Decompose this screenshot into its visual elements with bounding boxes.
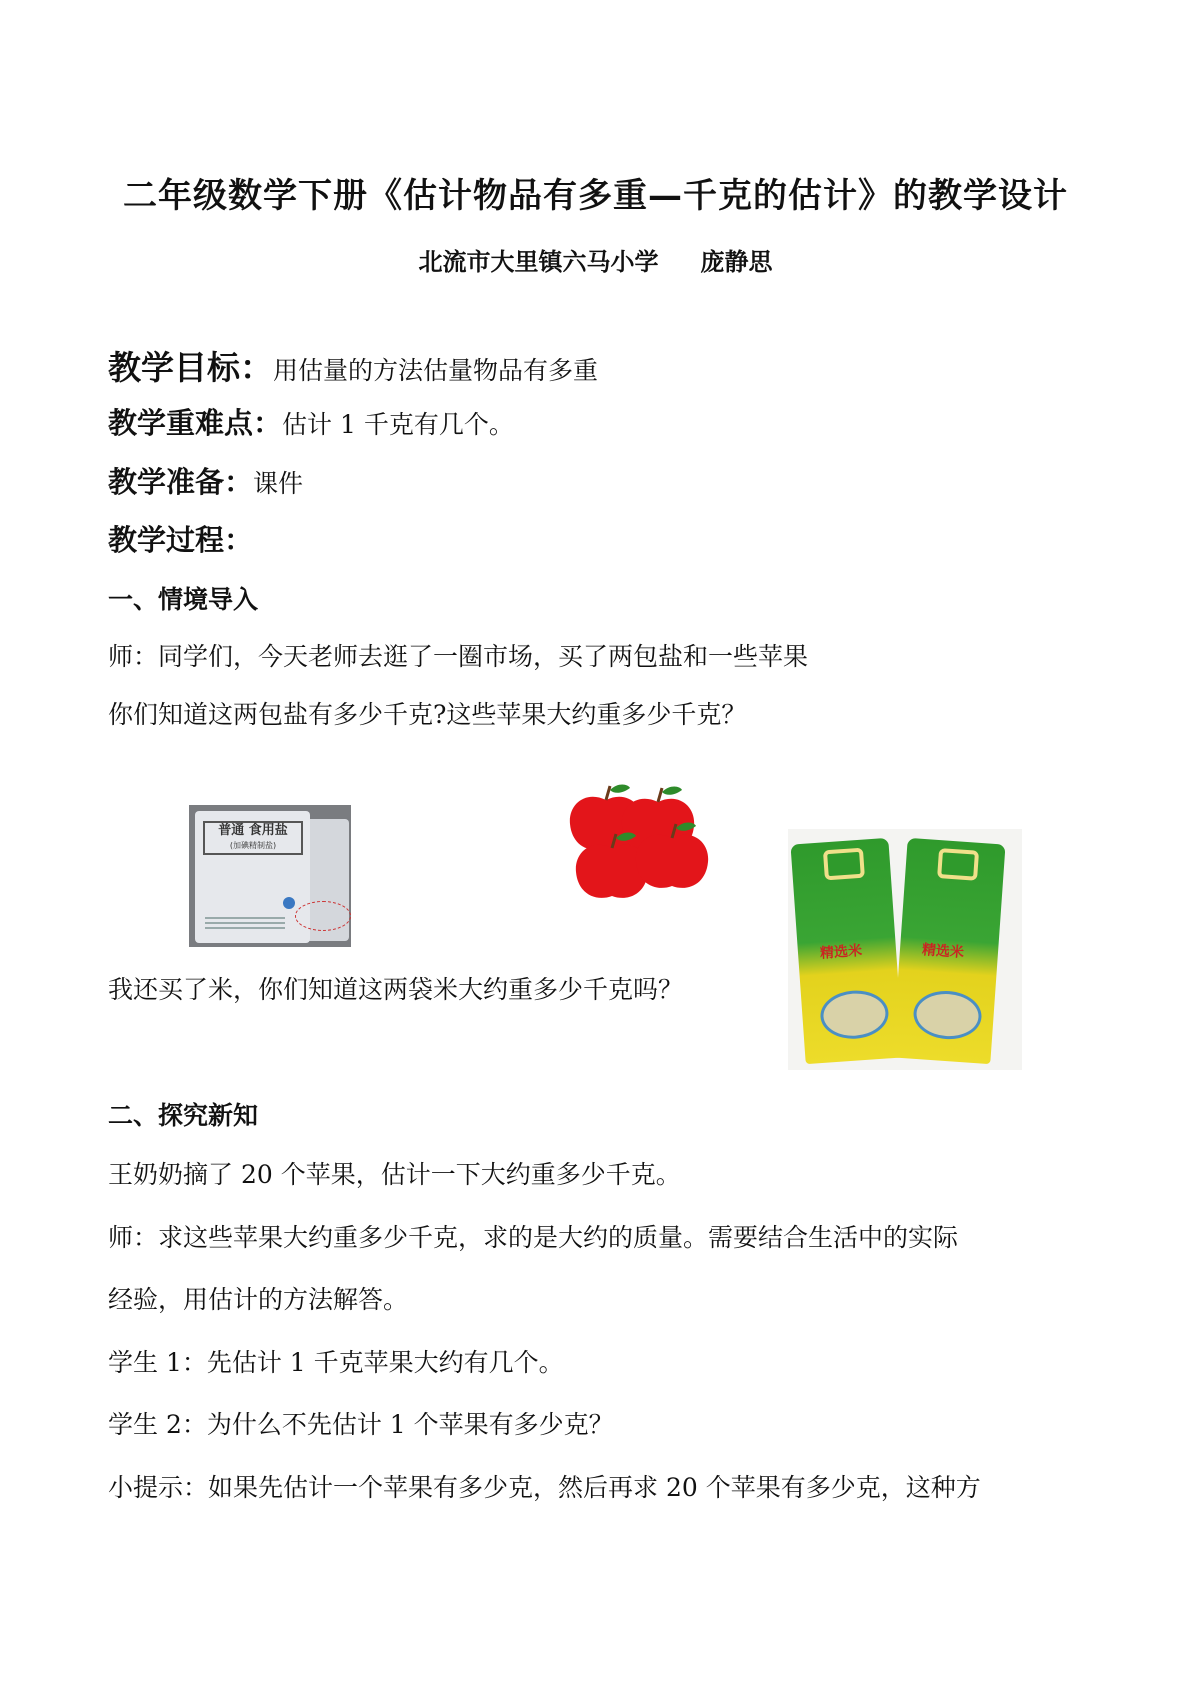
- section2-line-1: 王奶奶摘了 20 个苹果，估计一下大约重多少千克。: [108, 1160, 681, 1189]
- section2-line-6: 小提示：如果先估计一个苹果有多少克，然后再求 20 个苹果有多少克，这种方: [108, 1473, 981, 1502]
- salt-bag-image: [189, 805, 351, 947]
- section1-heading: 一、情境导入: [108, 585, 259, 614]
- preparation-label: 教学准备：: [108, 465, 254, 499]
- goal-label: 教学目标：: [108, 348, 273, 387]
- section2-line-3: 经验，用估计的方法解答。: [108, 1285, 409, 1314]
- key-points-value: 估计 1 千克有几个。: [282, 410, 514, 439]
- section2-line-2: 师：求这些苹果大约重多少千克，求的是大约的质量。需要结合生活中的实际: [108, 1223, 959, 1252]
- section2-line-5: 学生 2：为什么不先估计 1 个苹果有多少克？: [108, 1410, 614, 1439]
- process-row: [108, 518, 253, 559]
- rice-bag: 精选米: [892, 838, 1005, 1064]
- author-name: 庞静思: [700, 248, 773, 276]
- rice-bag: 精选米: [790, 838, 903, 1064]
- preparation-row: [108, 460, 303, 501]
- preparation-value: 课件: [253, 469, 304, 498]
- section1-line-2: 你们知道这两包盐有多少千克?这些苹果大约重多少千克？: [108, 700, 747, 729]
- rice-bags-image: [788, 829, 1022, 1070]
- document-title: 二年级数学下册《估计物品有多重—千克的估计》的教学设计: [123, 176, 1068, 216]
- section1-line-1: 师：同学们，今天老师去逛了一圈市场，买了两包盐和一些苹果: [108, 642, 809, 671]
- apples-image: [566, 782, 716, 912]
- process-label: 教学过程：: [108, 523, 254, 557]
- salt-bag-label: 普通 食用盐 (加碘精制盐): [203, 821, 303, 855]
- key-points-label: 教学重难点：: [108, 406, 283, 440]
- author-school: 北流市大里镇六马小学: [418, 248, 659, 276]
- author-line: [0, 242, 1191, 277]
- key-points-row: [108, 401, 514, 442]
- goal-row: [108, 342, 598, 389]
- goal-value: 用估量的方法估量物品有多重: [273, 356, 599, 385]
- section2-heading: 二、探究新知: [108, 1101, 259, 1130]
- section2-line-4: 学生 1：先估计 1 千克苹果大约有几个。: [108, 1348, 564, 1377]
- section1-line-3: 我还买了米，你们知道这两袋米大约重多少千克吗？: [108, 975, 684, 1004]
